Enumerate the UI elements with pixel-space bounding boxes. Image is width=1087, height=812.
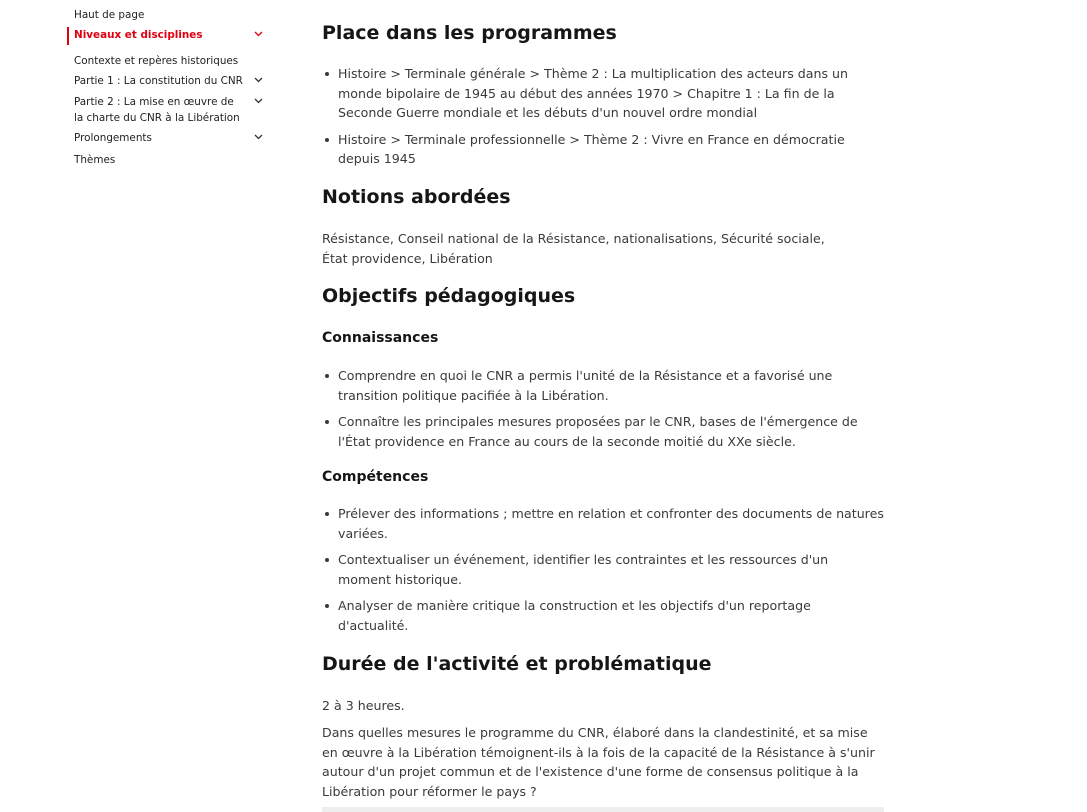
sidebar-item-part-1[interactable] — [74, 73, 266, 89]
list-item: Histoire > Terminale générale > Thème 2 : La multiplication des acteurs dans un monde bipolaire de 1945 au début des années 1970 > Chapitre 1 : La fin de la Seconde Guerre mondiale et les débuts d'un nouvel ordre mondial — [322, 64, 884, 123]
programmes-list — [322, 64, 884, 176]
list-item: Comprendre en quoi le CNR a permis l'unité de la Résistance et a favorisé une transition politique pacifiée à la Libération. — [322, 366, 884, 405]
subsection-title-connaissances: Connaissances — [322, 330, 439, 346]
section-title-notions: Notions abordées — [322, 186, 511, 208]
connaissances-list — [322, 366, 884, 458]
content-box-edge — [322, 807, 884, 812]
sidebar-item-prolongements[interactable] — [74, 130, 266, 146]
list-item: Contextualiser un événement, identifier les contraintes et les ressources d'un moment historique. — [322, 550, 884, 589]
competences-list — [322, 504, 884, 642]
notions-text — [322, 229, 884, 268]
list-item: Histoire > Terminale professionnelle > Thème 2 : Vivre en France en démocratie depuis 1945 — [322, 130, 884, 169]
notions-line-2: État providence, Libération — [322, 250, 493, 266]
sidebar-item-label: Contexte et repères historiques — [74, 55, 239, 67]
section-title-objectifs: Objectifs pédagogiques — [322, 285, 576, 307]
sidebar-item-label: Niveaux et disciplines — [74, 29, 203, 41]
notions-line-1: Résistance, Conseil national de la Résistance, nationalisations, Sécurité sociale, — [322, 231, 825, 246]
active-indicator — [67, 27, 69, 45]
sidebar-item-label: Partie 2 : La mise en œuvre de la charte du CNR à la Libération — [74, 96, 240, 124]
list-item: Connaître les principales mesures proposées par le CNR, bases de l'émergence de l'État providence en France au cours de la seconde moitié du XXe siècle. — [322, 412, 884, 451]
chevron-down-icon[interactable] — [254, 77, 263, 83]
chevron-down-icon[interactable] — [254, 31, 263, 37]
chevron-down-icon[interactable] — [254, 98, 263, 104]
sidebar-item-label: Partie 1 : La constitution du CNR — [74, 75, 243, 87]
duration-text: 2 à 3 heures. — [322, 698, 405, 713]
list-item: Analyser de manière critique la construction et les objectifs d'un reportage d'actualité. — [322, 596, 884, 635]
subsection-title-competences: Compétences — [322, 469, 429, 485]
sidebar-item-levels[interactable] — [74, 27, 266, 43]
sidebar-item-top-of-page[interactable] — [74, 7, 266, 23]
list-item: Prélever des informations ; mettre en relation et confronter des documents de natures variées. — [322, 504, 884, 543]
problematique-text: Dans quelles mesures le programme du CNR, élaboré dans la clandestinité, et sa mise en œuvre à la Libération témoignent-ils à la fois de la capacité de la Résistance à s'unir autour d'un projet commun et de l'existence d'une forme de consensus politique à la Libération pour réformer le pays ? — [322, 725, 875, 799]
chevron-down-icon[interactable] — [254, 134, 263, 140]
sidebar-item-context[interactable] — [74, 53, 266, 69]
section-title-duree: Durée de l'activité et problématique — [322, 653, 712, 675]
section-title-programmes: Place dans les programmes — [322, 22, 617, 44]
sidebar-item-label: Haut de page — [74, 9, 145, 21]
sidebar-item-themes[interactable] — [74, 152, 266, 168]
sidebar-item-part-2[interactable] — [74, 94, 266, 126]
sidebar-item-label: Prolongements — [74, 132, 152, 144]
sidebar-item-label: Thèmes — [74, 154, 116, 166]
